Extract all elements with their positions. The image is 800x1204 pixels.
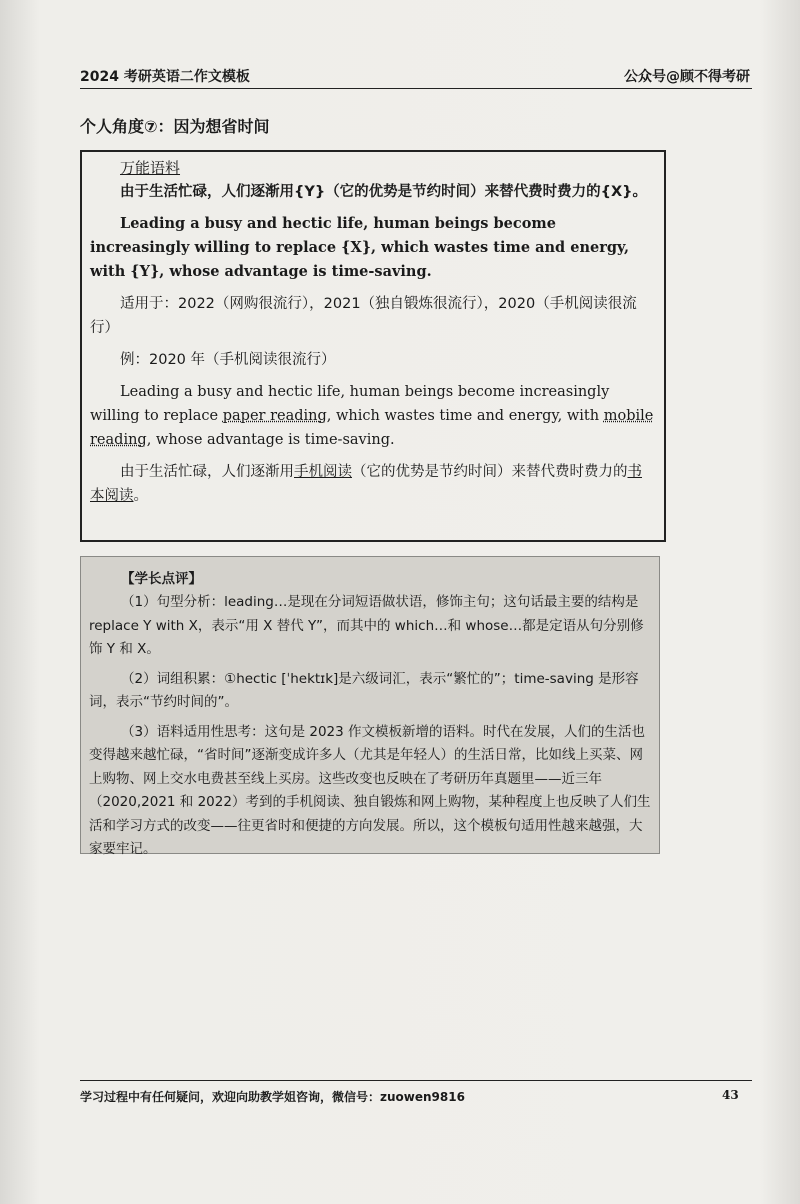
example-en-y: mobile reading xyxy=(90,408,654,448)
example-en-x: paper reading xyxy=(222,408,327,424)
footer-contact: 学习过程中有任何疑问，欢迎向助教学姐咨询，微信号：zuowen9816 xyxy=(80,1090,465,1104)
example-zh-part1: 由于生活忙碌，人们逐渐用 xyxy=(120,464,294,480)
comment-applicability: （3）语料适用性思考：这句是 2023 作文模板新增的语料。时代在发展，人们的生活也变得越来越忙碌，“省时间”逐渐变成许多人（尤其是年轻人）的生活日常，比如线上买菜、网上购物、网上交水电费甚至线上买房。这些改变也反映在了考研历年真题里——近三年（2020,2021 和 2022）考到的手机阅读、独自锻炼和网上购物，某种程度上也反映了人们生活和学习方式的改变——往更省时和便捷的方向发展。所以，这个模板句适用性越来越强，大家要牢记。 xyxy=(89,723,651,857)
comment-vocabulary: （2）词组积累：①hectic [ˈhektɪk]是六级词汇，表示“繁忙的”；time-saving 是形容词，表示“节约时间的”。 xyxy=(89,670,639,710)
header-divider xyxy=(80,88,752,89)
example-chinese xyxy=(90,460,656,508)
example-zh-x: 书本阅读 xyxy=(90,464,642,504)
applicable-years: 适用于：2022（网购很流行），2021（独自锻炼很流行），2020（手机阅读很流行） xyxy=(90,296,637,336)
example-zh-part2: （它的优势是节约时间）来替代费时费力的 xyxy=(352,464,628,480)
header-account: 公众号@顾不得考研 xyxy=(624,69,750,85)
example-zh-part3: 。 xyxy=(133,488,148,504)
section-title: 个人角度⑦：因为想省时间 xyxy=(80,117,270,136)
example-label: 例：2020 年（手机阅读很流行） xyxy=(120,352,336,368)
template-box xyxy=(80,150,666,542)
comment-sentence-analysis: （1）句型分析：leading…是现在分词短语做状语，修饰主句；这句话最主要的结构是 replace Y with X，表示“用 X 替代 Y”，而其中的 which…和 whose…都是定语从句分别修饰 Y 和 X。 xyxy=(89,594,644,657)
zh-template: 由于生活忙碌，人们逐渐用{Y}（它的优势是节约时间）来替代费时费力的{X}。 xyxy=(120,184,647,200)
example-en-part1: Leading a busy and hectic life, human beings become increasingly willing to replace xyxy=(90,384,610,424)
box-label: 万能语料 xyxy=(120,159,181,177)
comment-heading: 【学长点评】 xyxy=(121,571,202,587)
page-header xyxy=(80,62,750,88)
example-english xyxy=(90,380,656,452)
example-en-part3: , whose advantage is time-saving. xyxy=(146,432,395,448)
en-template: Leading a busy and hectic life, human beings become increasingly willing to replace {X}, which wastes time and energy, with {Y}, whose advantage is time-saving. xyxy=(90,215,630,280)
senior-comment-box xyxy=(80,556,660,857)
header-title: 2024 考研英语二作文模板 xyxy=(80,69,250,85)
footer-divider xyxy=(80,1080,752,1081)
example-en-part2: , which wastes time and energy, with xyxy=(326,408,604,424)
example-zh-y: 手机阅读 xyxy=(294,464,352,480)
page-number: 43 xyxy=(722,1088,739,1102)
